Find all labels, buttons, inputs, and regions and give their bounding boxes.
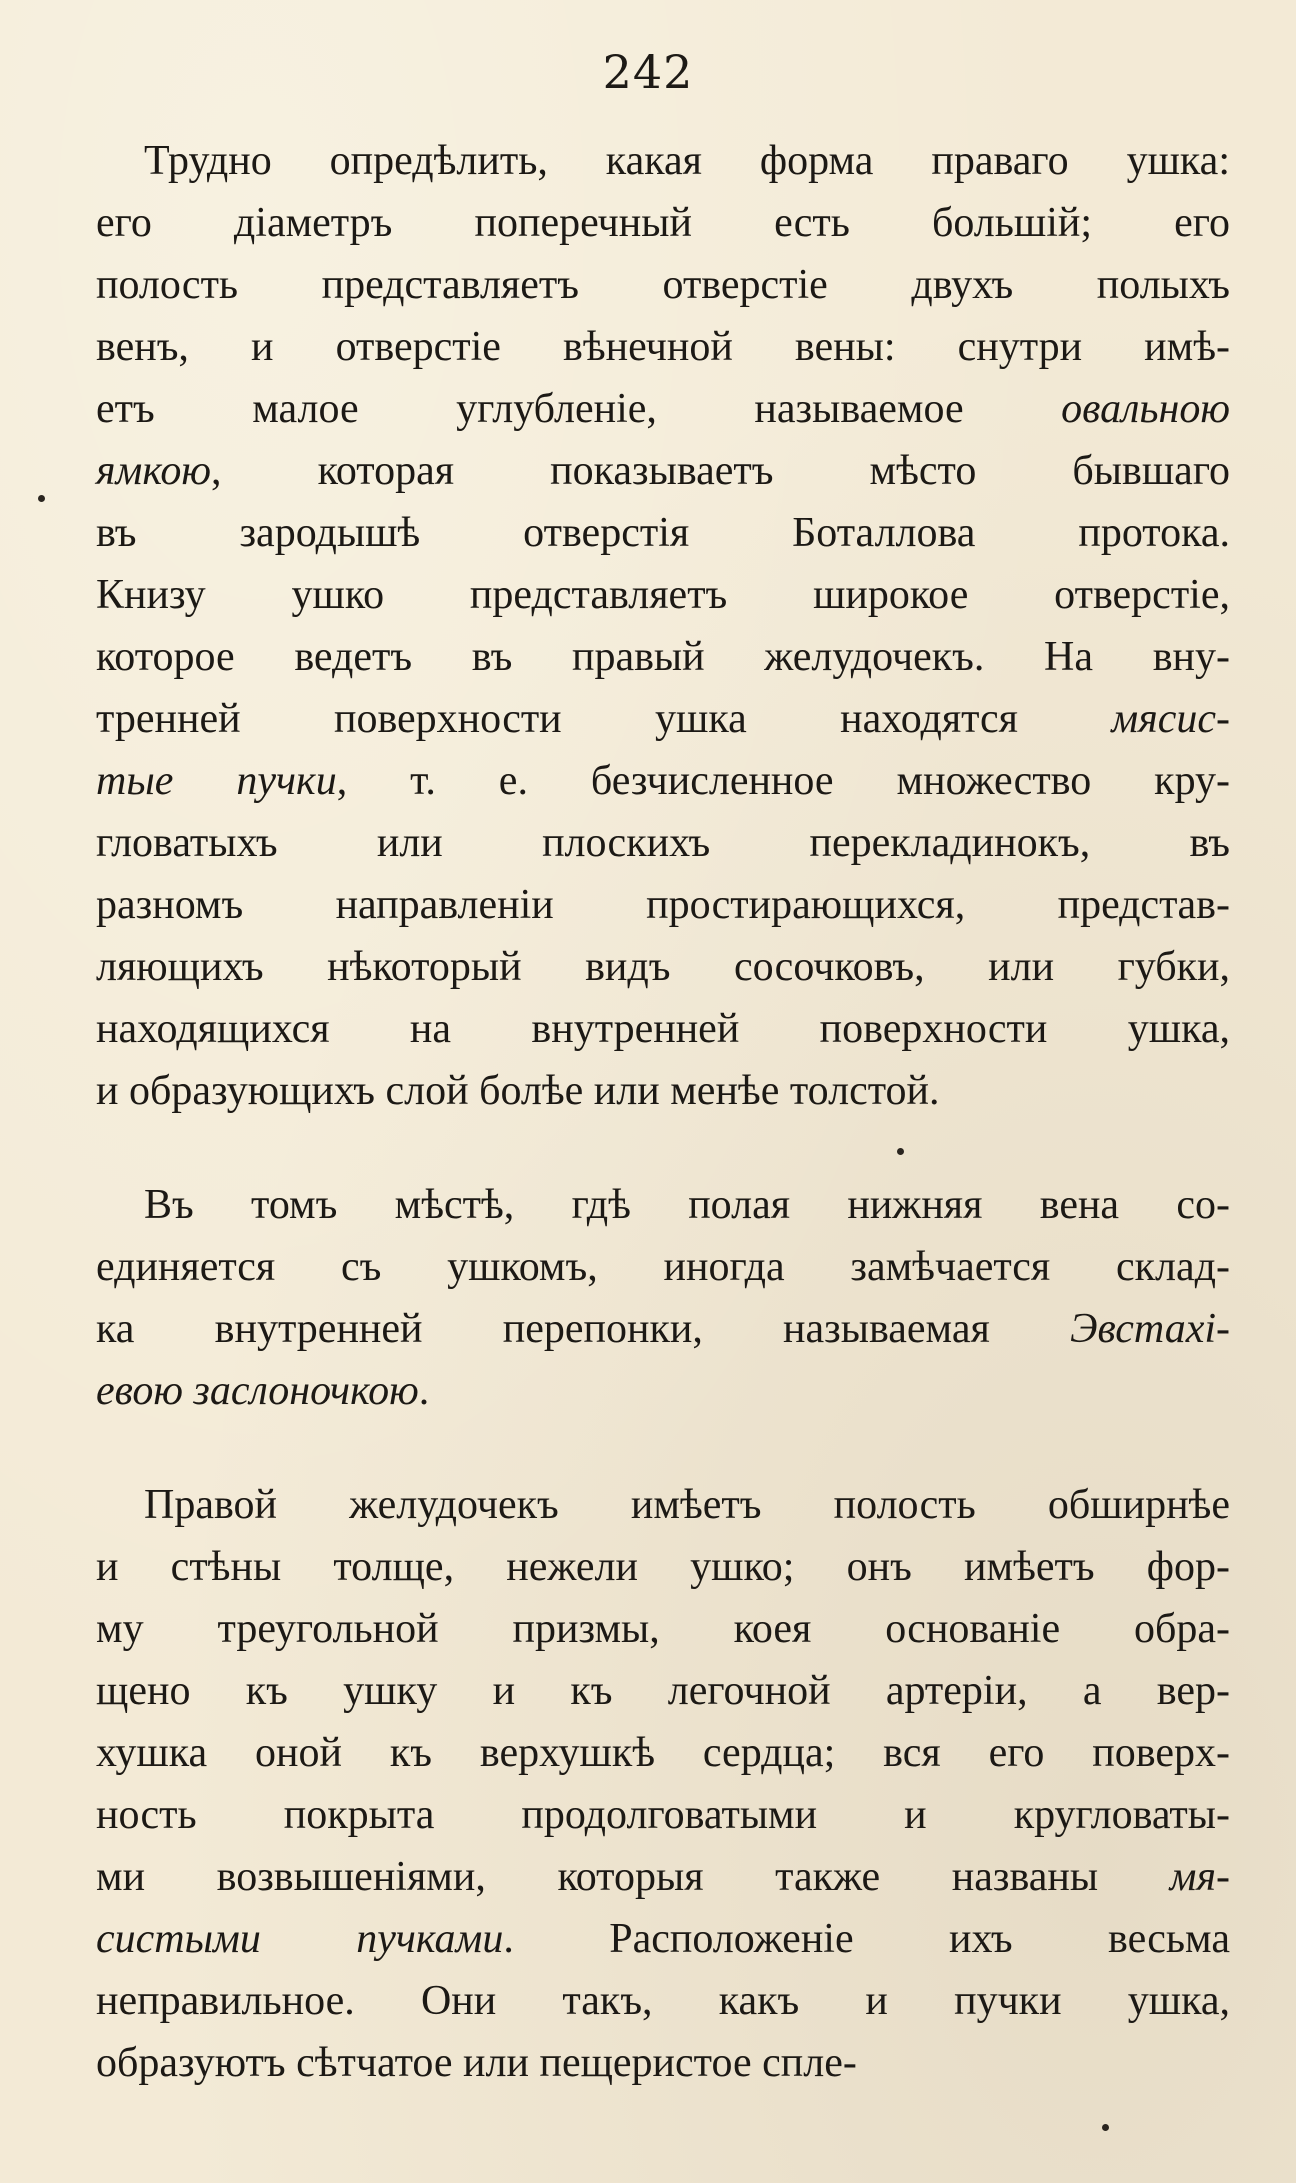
italic-term: ямкою <box>96 448 211 494</box>
text-run: ка внутренней перепонки, называемая <box>96 1306 1071 1352</box>
text-line <box>96 812 1230 874</box>
text-run: разномъ направленіи простирающихся, предстaв- <box>96 882 1230 928</box>
text-run: образуютъ сѣтчатое или пещеристое спле- <box>96 2040 857 2086</box>
italic-term: тые пучки <box>96 758 337 804</box>
body-text <box>96 130 1230 2094</box>
text-run: ляющихъ нѣкоторый видъ сосочковъ, или губки, <box>96 944 1230 990</box>
text-line <box>96 936 1230 998</box>
text-line <box>96 626 1230 688</box>
italic-term: мя- <box>1169 1854 1230 1900</box>
text-run: Трудно опредѣлить, какая форма праваго ушка: <box>144 138 1230 184</box>
text-line <box>96 130 1230 192</box>
ink-speck <box>897 1148 904 1155</box>
text-line <box>96 1970 1230 2032</box>
text-line <box>96 1722 1230 1784</box>
italic-term: систыми пучками <box>96 1916 504 1962</box>
paragraph <box>96 1174 1230 1422</box>
text-run: венъ, и отверстіе вѣнечной вены: снутри имѣ- <box>96 324 1230 370</box>
text-run: Въ томъ мѣстѣ, гдѣ полая нижняя вена со- <box>144 1182 1230 1228</box>
text-line <box>96 1360 1230 1422</box>
text-line <box>96 874 1230 936</box>
text-run: полость представляетъ отверстіе двухъ полыхъ <box>96 262 1230 308</box>
paragraph-gap <box>96 1122 1230 1174</box>
text-line <box>96 1174 1230 1236</box>
text-line <box>96 1536 1230 1598</box>
text-line <box>96 316 1230 378</box>
text-line <box>96 750 1230 812</box>
text-run: Книзу ушко представляетъ широкое отверстіе, <box>96 572 1230 618</box>
text-run: неправильное. Они такъ, какъ и пучки ушка, <box>96 1978 1230 2024</box>
text-line <box>96 1236 1230 1298</box>
text-run: которое ведетъ въ правый желудочекъ. На вну- <box>96 634 1230 680</box>
text-run: ность покрыта продолговатыми и кругловаты- <box>96 1792 1230 1838</box>
text-line <box>96 1908 1230 1970</box>
text-run: единяется съ ушкомъ, иногда замѣчается склад- <box>96 1244 1230 1290</box>
text-run: и образующихъ слой болѣе или менѣе толстой. <box>96 1068 940 1114</box>
text-line <box>96 378 1230 440</box>
text-line <box>96 1474 1230 1536</box>
text-line <box>96 1660 1230 1722</box>
ink-speck <box>1102 2124 1109 2131</box>
italic-term: Эвстахі- <box>1070 1306 1230 1352</box>
text-run: находящихся на внутренней поверхности ушка, <box>96 1006 1230 1052</box>
text-run: . Расположеніе ихъ весьма <box>503 1916 1230 1962</box>
text-run: гловатыхъ или плоскихъ перекладинокъ, въ <box>96 820 1230 866</box>
text-line <box>96 998 1230 1060</box>
text-run: его діаметръ поперечный есть большій; его <box>96 200 1230 246</box>
italic-term: мясис- <box>1111 696 1230 742</box>
paragraph <box>96 1474 1230 2094</box>
text-run: и стѣны толще, нежели ушко; онъ имѣетъ фор- <box>96 1544 1230 1590</box>
italic-term: евою заслоночкою <box>96 1368 419 1414</box>
text-line <box>96 1846 1230 1908</box>
text-line <box>96 502 1230 564</box>
text-run: етъ малое углубленіе, называемое <box>96 386 1062 432</box>
text-run: , т. е. безчисленное множество кру- <box>336 758 1231 804</box>
text-line <box>96 254 1230 316</box>
italic-term: овальною <box>1061 386 1230 432</box>
text-run: щено къ ушку и къ легочной артеріи, а вер- <box>96 1668 1230 1714</box>
text-line <box>96 2032 1230 2094</box>
text-run: тренней поверхности ушка находятся <box>96 696 1112 742</box>
text-line <box>96 1060 1230 1122</box>
text-run: въ зародышѣ отверстія Боталлова протока. <box>96 510 1230 556</box>
text-run: . <box>418 1368 430 1414</box>
text-run: , которая показываетъ мѣсто бывшаго <box>211 448 1230 494</box>
text-run: хушка оной къ верхушкѣ сердца; вся его поверх- <box>96 1730 1230 1776</box>
text-line <box>96 1784 1230 1846</box>
text-line <box>96 1598 1230 1660</box>
page-number: 242 <box>602 45 694 99</box>
text-line <box>96 440 1230 502</box>
paragraph <box>96 130 1230 1122</box>
text-line <box>96 192 1230 254</box>
text-run: Правой желудочекъ имѣетъ полость обширнѣе <box>144 1482 1230 1528</box>
text-line <box>96 564 1230 626</box>
text-line <box>96 688 1230 750</box>
paragraph-gap <box>96 1422 1230 1474</box>
ink-speck <box>38 495 45 502</box>
text-run: ми возвышеніями, которыя также названы <box>96 1854 1170 1900</box>
text-line <box>96 1298 1230 1360</box>
text-run: му треугольной призмы, коея основаніе обра- <box>96 1606 1230 1652</box>
